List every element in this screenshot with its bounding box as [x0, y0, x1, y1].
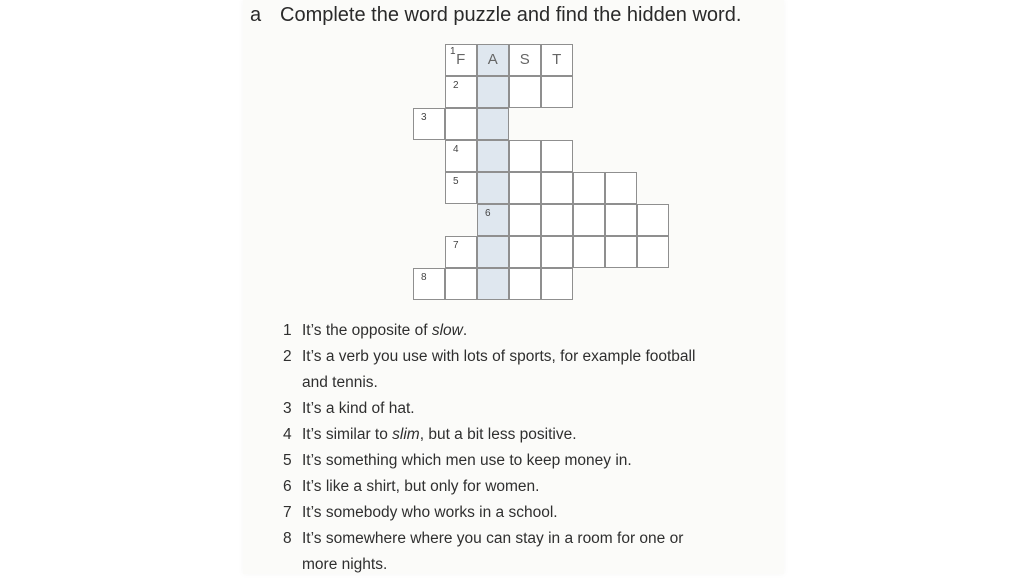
clue-text: It’s somebody who works in a school.: [302, 504, 558, 521]
puzzle-cell[interactable]: [573, 172, 605, 204]
clue-number: 6: [485, 208, 491, 219]
clue-list-number: 7: [283, 504, 292, 521]
puzzle-cell[interactable]: [413, 268, 445, 300]
clue-text: .: [462, 322, 468, 339]
clue-list-number: 3: [283, 400, 292, 417]
exercise-letter: a: [250, 4, 262, 26]
clue-list-number: 8: [283, 530, 292, 547]
puzzle-cell[interactable]: [541, 268, 573, 300]
puzzle-cell-hidden-word[interactable]: [477, 140, 509, 172]
clue-number: 8: [421, 272, 427, 283]
puzzle-cell[interactable]: [445, 172, 477, 204]
puzzle-cell[interactable]: [573, 236, 605, 268]
clue-list-number: 2: [283, 348, 292, 365]
puzzle-cell-hidden-word[interactable]: [477, 76, 509, 108]
clue-item: [283, 526, 782, 578]
clue-number: 4: [453, 144, 459, 155]
clue-text-continued: more nights.: [302, 556, 388, 573]
clue-item: [283, 474, 782, 500]
puzzle-cell[interactable]: [445, 76, 477, 108]
clue-item: [283, 318, 782, 344]
clue-item: [283, 500, 782, 526]
clue-text: It’s something which men use to keep money in.: [302, 452, 632, 469]
clue-text: , but a bit less positive.: [419, 426, 577, 443]
clue-item: [283, 344, 782, 396]
puzzle-cell[interactable]: [541, 204, 573, 236]
puzzle-cell-hidden-word[interactable]: [477, 268, 509, 300]
puzzle-cell[interactable]: [509, 236, 541, 268]
puzzle-letter: S: [519, 51, 531, 68]
puzzle-cell[interactable]: [509, 76, 541, 108]
puzzle-cell[interactable]: [605, 204, 637, 236]
puzzle-cell[interactable]: [637, 204, 669, 236]
puzzle-cell-hidden-word[interactable]: [477, 108, 509, 140]
puzzle-cell[interactable]: [637, 236, 669, 268]
clue-list-number: 6: [283, 478, 292, 495]
puzzle-cell[interactable]: [445, 108, 477, 140]
clue-text: It’s somewhere where you can stay in a room for one or: [302, 530, 684, 547]
puzzle-cell[interactable]: [573, 204, 605, 236]
puzzle-letter: F: [456, 51, 466, 68]
puzzle-cell-hidden-word[interactable]: [477, 236, 509, 268]
puzzle-cell[interactable]: [541, 172, 573, 204]
clue-number: 7: [453, 240, 459, 251]
puzzle-cell[interactable]: [509, 268, 541, 300]
puzzle-cell[interactable]: [541, 140, 573, 172]
clue-text: It’s like a shirt, but only for women.: [302, 478, 540, 495]
puzzle-cell[interactable]: [509, 44, 541, 76]
puzzle-cell[interactable]: [541, 44, 573, 76]
puzzle-cell[interactable]: [445, 44, 477, 76]
puzzle-cell[interactable]: [509, 204, 541, 236]
puzzle-cell-hidden-word[interactable]: [477, 204, 509, 236]
puzzle-cell[interactable]: [445, 140, 477, 172]
puzzle-cell-hidden-word[interactable]: [477, 172, 509, 204]
exercise-instruction: Complete the word puzzle and find the hidden word.: [280, 4, 742, 26]
clue-text-continued: and tennis.: [302, 374, 378, 391]
puzzle-cell[interactable]: [605, 236, 637, 268]
clue-list-number: 4: [283, 426, 292, 443]
clue-text: It’s the opposite of: [302, 322, 432, 339]
clue-italic-word: slow: [431, 322, 463, 339]
puzzle-cell[interactable]: [445, 268, 477, 300]
puzzle-cell[interactable]: [541, 76, 573, 108]
clue-list-number: 5: [283, 452, 292, 469]
puzzle-cell[interactable]: [605, 172, 637, 204]
clue-number: 1: [450, 46, 456, 57]
puzzle-cell[interactable]: [509, 172, 541, 204]
clue-text: It’s a verb you use with lots of sports, for example football: [302, 348, 696, 365]
puzzle-letter: A: [487, 51, 499, 68]
puzzle-letter: T: [552, 51, 562, 68]
clue-number: 2: [453, 80, 459, 91]
puzzle-cell-hidden-word[interactable]: [477, 44, 509, 76]
puzzle-cell[interactable]: [445, 236, 477, 268]
clue-list-number: 1: [283, 322, 292, 339]
clue-text: It’s a kind of hat.: [302, 400, 415, 417]
clue-number: 3: [421, 112, 427, 123]
clue-text: It’s similar to: [302, 426, 393, 443]
puzzle-cell[interactable]: [413, 108, 445, 140]
clue-number: 5: [453, 176, 459, 187]
clue-list: [283, 318, 782, 578]
puzzle-cell[interactable]: [541, 236, 573, 268]
clue-item: [283, 396, 782, 422]
clue-item: [283, 422, 782, 448]
clue-item: [283, 448, 782, 474]
clue-italic-word: slim: [392, 426, 420, 443]
puzzle-cell[interactable]: [509, 140, 541, 172]
